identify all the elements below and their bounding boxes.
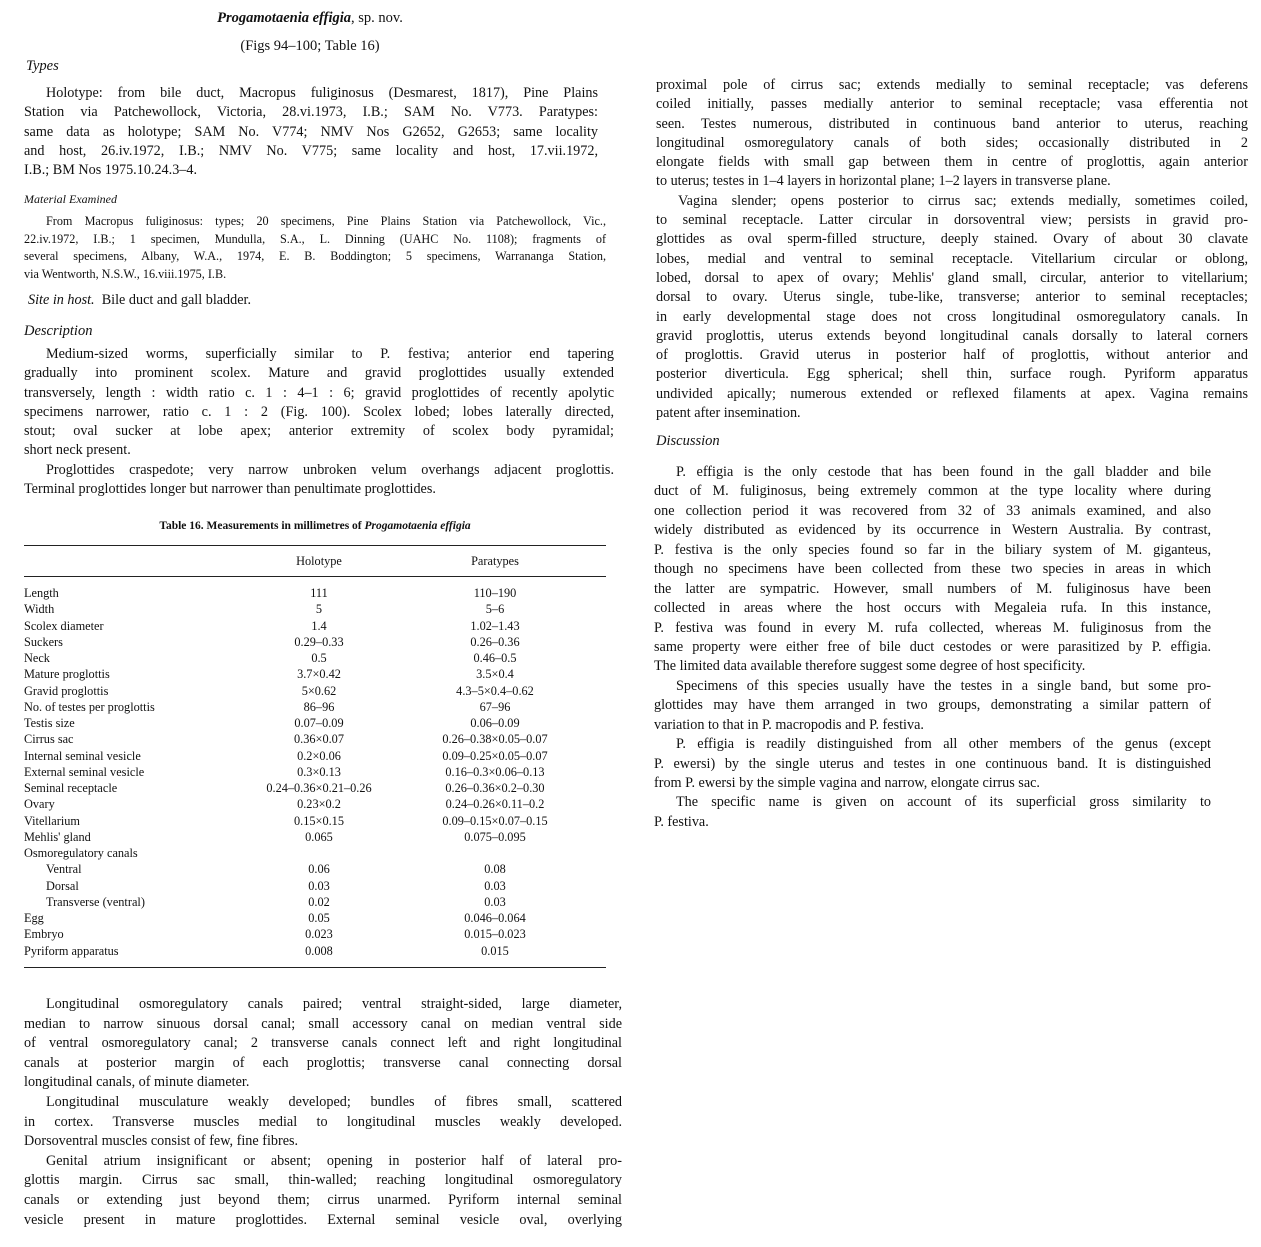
table-row	[24, 894, 606, 910]
cell-paratypes: 0.24–0.26×0.11–0.2	[445, 797, 545, 812]
cell-label: Mature proglottis	[24, 667, 110, 682]
text-line: P. effigia is readily distinguished from all other members of the genus (except	[676, 736, 1211, 753]
cell-paratypes: 0.015–0.023	[464, 927, 526, 942]
text-line: transversely, length : width ratio c. 1 : 4–1 : 6; gravid proglottides of recently apolytic	[24, 384, 614, 401]
text-line: via Wentworth, N.S.W., 16.viii.1975, I.B.	[24, 266, 227, 281]
cell-paratypes: 3.5×0.4	[476, 667, 514, 682]
text-line: seen. Testes numerous, distributed in continuous band anterior to uterus, reaching	[656, 115, 1248, 132]
table-caption-text: Table 16. Measurements in millimetres of	[159, 520, 365, 532]
cell-paratypes: 0.075–0.095	[464, 829, 526, 844]
cell-paratypes: 67–96	[479, 699, 511, 714]
text-line: P. festiva.	[654, 813, 709, 830]
cell-paratypes: 0.03	[484, 878, 506, 893]
cell-holotype	[254, 845, 384, 861]
description-paragraph	[24, 345, 614, 499]
cell-paratypes: 0.09–0.15×0.07–0.15	[442, 813, 548, 828]
text-line: longitudinal canals, of minute diameter.	[24, 1074, 250, 1091]
text-line: from P. ewersi by the simple vagina and narrow, elongate cirrus sac.	[654, 775, 1040, 791]
cell-holotype: 5	[315, 602, 323, 617]
text-line: same property were either free of bile duct cestodes or were parasitized by P. effigia.	[654, 638, 1211, 655]
cell-paratypes: 0.015	[481, 943, 509, 958]
text-line: Longitudinal musculature weakly developed; bundles of fibres small, scattered	[46, 1093, 622, 1110]
table-row	[24, 618, 606, 634]
text-line: in cortex. Transverse muscles medial to longitudinal muscles weakly developed.	[24, 1113, 622, 1130]
text-line: Station via Patchewollock, Victoria, 28.vi.1973, I.B.; SAM No. V773. Paratypes:	[24, 104, 598, 121]
text-line: canals at posterior margin of each proglottis; transverse canal connecting dorsal	[24, 1054, 622, 1071]
table-header-row	[24, 546, 606, 577]
table-row	[24, 748, 606, 764]
cell-label: Ventral	[46, 862, 82, 877]
cell-label: Embryo	[24, 927, 64, 942]
table-row	[24, 683, 606, 699]
cell-paratypes: 0.03	[484, 894, 506, 909]
text-line: duct of M. fuliginosus, being extremely common at the type locality where during	[654, 483, 1211, 500]
holotype-paragraph	[24, 84, 598, 180]
table-header-paratypes: Paratypes	[471, 553, 519, 568]
measurements-table	[24, 545, 606, 968]
text-line: and host, 26.iv.1972, I.B.; NMV No. V775; same locality and host, 17.vii.1972,	[24, 142, 598, 159]
table-row	[24, 715, 606, 731]
table-row	[24, 731, 606, 747]
site-in-host	[28, 292, 251, 309]
species-name: Progamotaenia effigia	[217, 10, 352, 26]
table-row	[24, 926, 606, 942]
text-line: gradually into prominent scolex. Mature and gravid proglottides usually extended	[24, 365, 614, 382]
table-caption-species: Progamotaenia effigia	[364, 520, 471, 532]
cell-holotype: 0.36×0.07	[294, 732, 344, 747]
cell-paratypes	[384, 845, 606, 861]
text-line: short neck present.	[24, 442, 131, 459]
cell-holotype: 0.02	[308, 894, 330, 909]
text-line: Proglottides craspedote; very narrow unbroken velum overhangs adjacent proglottis.	[46, 461, 614, 478]
text-line: Specimens of this species usually have the testes in a single band, but some pro-	[676, 677, 1211, 694]
text-line: P. festiva is the only species found so far in the biliary system of M. giganteus,	[654, 541, 1211, 558]
table-row	[24, 878, 606, 894]
cell-holotype: 111	[310, 586, 328, 600]
description-heading: Description	[24, 323, 93, 339]
site-text: Bile duct and gall bladder.	[101, 292, 252, 308]
text-line: proximal pole of cirrus sac; extends medially to seminal receptacle; vas deferens	[656, 77, 1248, 93]
table-row	[24, 829, 606, 845]
text-line: patent after insemination.	[656, 405, 801, 422]
cell-paratypes: 4.3–5×0.4–0.62	[456, 683, 534, 698]
text-line: stout; oval sucker at lobe apex; anterior extremity of scolex body pyramidal;	[24, 423, 614, 440]
text-line: to seminal receptacle. Latter circular in dorsoventral view; persists in gravid pro-	[656, 212, 1248, 229]
figure-reference: (Figs 94–100; Table 16)	[240, 38, 380, 54]
table-row	[24, 943, 606, 968]
text-line: variation to that in P. macropodis and P. festiva.	[654, 716, 924, 733]
cell-label: Testis size	[24, 716, 75, 730]
cell-holotype: 0.3×0.13	[297, 764, 341, 779]
table-row	[24, 780, 606, 796]
cell-paratypes: 5–6	[485, 602, 505, 617]
cell-holotype: 1.4	[311, 618, 327, 633]
text-line: vesicle present in mature proglottides. External seminal vesicle oval, overlying	[24, 1211, 622, 1228]
text-line: though no specimens have been collected from these two species in areas in which	[654, 561, 1211, 578]
text-line: coiled initially, passes medially anterior to seminal receptacle; vasa efferentia not	[656, 96, 1248, 113]
cell-label: Dorsal	[46, 878, 79, 893]
text-line: glottides as oval sperm-filled structure, deeply stained. Ovary of about 30 clavate	[656, 231, 1248, 248]
cell-label: Transverse (ventral)	[46, 894, 145, 909]
text-line: The specific name is given on account of its superficial gross similarity to	[676, 794, 1211, 811]
text-line: longitudinal osmoregulatory canals of both sides; occasionally distributed in 2	[656, 134, 1248, 151]
text-line: collected in areas where the host occurs with Megaleia rufa. In this instance,	[654, 600, 1211, 617]
text-line: Medium-sized worms, superficially similar to P. festiva; anterior end tapering	[46, 346, 614, 362]
text-line: same data as holotype; SAM No. V774; NMV Nos G2652, G2653; same locality	[24, 123, 598, 140]
table-caption	[24, 520, 606, 532]
text-line: From Macropus fuliginosus: types; 20 specimens, Pine Plains Station via Patchewollock, Vic.,	[46, 214, 606, 228]
anatomy-continuation-paragraph	[24, 995, 622, 1230]
cell-paratypes: 1.02–1.43	[470, 618, 520, 633]
cell-holotype: 0.29–0.33	[294, 634, 344, 649]
cell-paratypes: 0.09–0.25×0.05–0.07	[442, 748, 548, 763]
cell-paratypes: 0.26–0.36	[470, 634, 520, 649]
cell-label: Seminal receptacle	[24, 781, 118, 795]
text-line: posterior diverticula. Egg spherical; shell thin, surface rough. Pyriform apparatus	[656, 366, 1248, 383]
discussion-paragraph	[654, 463, 1211, 832]
text-line: Genital atrium insignificant or absent; opening in posterior half of lateral pro-	[46, 1152, 622, 1169]
text-line: glottides may have them arranged in two groups, demonstrating a similar pattern of	[654, 697, 1211, 714]
table-row	[24, 577, 606, 602]
cell-label: Scolex diameter	[24, 618, 104, 633]
table-row	[24, 764, 606, 780]
cell-label: Pyriform apparatus	[24, 943, 119, 958]
cell-label: Cirrus sac	[24, 732, 74, 747]
table-row	[24, 861, 606, 877]
table-header-label	[24, 546, 254, 577]
cell-label: Osmoregulatory canals	[24, 846, 138, 860]
text-line: of ventral osmoregulatory canal; 2 transverse canals connect left and right longitudinal	[24, 1035, 622, 1052]
title-suffix: , sp. nov.	[351, 10, 403, 26]
cell-paratypes: 0.06–0.09	[470, 716, 520, 730]
cell-holotype: 0.065	[305, 829, 333, 844]
table-header-holotype: Holotype	[296, 553, 342, 568]
cell-holotype: 0.24–0.36×0.21–0.26	[266, 781, 372, 795]
table-row	[24, 650, 606, 666]
text-line: several specimens, Albany, W.A., 1974, E. B. Boddington; 5 specimens, Warrananga Station,	[24, 249, 606, 263]
text-line: glottis margin. Cirrus sac small, thin-walled; reaching longitudinal osmoregulatory	[24, 1172, 622, 1189]
text-line: lobed, dorsal to apex of ovary; Mehlis' gland small, circular, anterior to vitellarium;	[656, 269, 1248, 286]
cell-label: Length	[24, 586, 59, 600]
cell-holotype: 0.03	[308, 878, 330, 893]
cell-label: Internal seminal vesicle	[24, 748, 141, 763]
text-line: the latter are sympatric. However, small numbers of M. fuliginosus have been	[654, 580, 1211, 597]
text-line: Holotype: from bile duct, Macropus fuliginosus (Desmarest, 1817), Pine Plains	[46, 85, 598, 101]
text-line: widely distributed as evidenced by its occurrence in Western Australia. By contrast,	[654, 522, 1211, 539]
text-line: Longitudinal osmoregulatory canals paired; ventral straight-sided, large diameter,	[46, 996, 622, 1012]
cell-paratypes: 110–190	[473, 586, 517, 600]
cell-label: Egg	[24, 911, 44, 925]
cell-paratypes: 0.26–0.36×0.2–0.30	[445, 781, 545, 795]
cell-holotype: 0.06	[308, 862, 330, 877]
cell-paratypes: 0.16–0.3×0.06–0.13	[445, 764, 545, 779]
cell-holotype: 0.023	[305, 927, 333, 942]
cell-holotype: 0.15×0.15	[294, 813, 344, 828]
text-line: The limited data available therefore suggest some degree of host specificity.	[654, 658, 1086, 675]
cell-holotype: 0.23×0.2	[297, 797, 341, 812]
text-line: Dorsoventral muscles consist of few, fine fibres.	[24, 1133, 299, 1150]
text-line: P. effigia is the only cestode that has been found in the gall bladder and bile	[676, 464, 1211, 480]
text-line: Vagina slender; opens posterior to cirrus sac; extends medially, sometimes coiled,	[678, 192, 1248, 209]
material-heading: Material Examined	[24, 192, 117, 206]
discussion-heading: Discussion	[656, 433, 720, 449]
site-label: Site in host.	[28, 292, 95, 308]
cell-label: Width	[24, 602, 55, 617]
text-line: undivided apically; numerous extended or reflexed filaments at apex. Vagina remains	[656, 385, 1248, 402]
cell-holotype: 0.5	[311, 651, 327, 665]
cell-holotype: 0.07–0.09	[294, 716, 344, 730]
text-line: one collection period it was recovered from 32 of 33 animals examined, and also	[654, 502, 1211, 519]
cell-label: Mehlis' gland	[24, 829, 91, 844]
cell-paratypes: 0.046–0.064	[464, 911, 526, 925]
cell-holotype: 0.05	[308, 911, 330, 925]
text-line: elongate fields with small gap between them in centre of proglottis, again anterior	[656, 154, 1248, 171]
text-line: 22.iv.1972, I.B.; 1 specimen, Mundulla, S.A., L. Dinning (UAHC No. 1108); fragments of	[24, 231, 606, 246]
text-line: specimens narrower, ratio c. 1 : 2 (Fig. 100). Scolex lobed; lobes laterally directed,	[24, 403, 614, 420]
text-line: P. festiva was found in every M. rufa collected, whereas M. fuliginosus from the	[654, 619, 1211, 636]
cell-label: No. of testes per proglottis	[24, 699, 155, 714]
cell-holotype: 5×0.62	[301, 683, 337, 698]
table-row	[24, 910, 606, 926]
cell-label: Neck	[24, 651, 50, 665]
anatomy-paragraph-right	[656, 76, 1248, 423]
cell-label: Ovary	[24, 797, 55, 812]
text-line: Terminal proglottides longer but narrower than penultimate proglottides.	[24, 481, 436, 498]
types-heading: Types	[26, 58, 59, 74]
table-row	[24, 813, 606, 829]
text-line: I.B.; BM Nos 1975.10.24.3–4.	[24, 162, 198, 179]
cell-label: Suckers	[24, 634, 63, 649]
text-line: dorsal to ovary. Uterus single, tube-like, transverse; anterior to seminal receptacles;	[656, 289, 1248, 306]
cell-paratypes: 0.26–0.38×0.05–0.07	[442, 732, 548, 747]
text-line: gravid proglottis, uterus extends beyond longitudinal canals dorsally to lateral corners	[656, 327, 1248, 344]
text-line: median to narrow sinuous dorsal canal; small accessory canal on median ventral side	[24, 1015, 622, 1032]
text-line: in early developmental stage does not cross longitudinal osmoregulatory canals. In	[656, 308, 1248, 325]
text-line: canals or extending just beyond them; cirrus unarmed. Pyriform internal seminal	[24, 1191, 622, 1208]
cell-holotype: 3.7×0.42	[297, 667, 341, 682]
text-line: to uterus; testes in 1–4 layers in horizontal plane; 1–2 layers in transverse plane.	[656, 173, 1111, 190]
table-row	[24, 634, 606, 650]
article-title	[0, 10, 620, 27]
table-row	[24, 601, 606, 617]
material-paragraph	[24, 213, 606, 283]
table-row	[24, 699, 606, 715]
cell-paratypes: 0.08	[484, 862, 506, 877]
cell-label: Gravid proglottis	[24, 683, 109, 698]
cell-holotype: 0.008	[305, 943, 333, 958]
cell-label: External seminal vesicle	[24, 764, 145, 779]
text-line: of proglottis. Gravid uterus in posterior half of proglottis, without anterior and	[656, 347, 1248, 364]
table-row	[24, 845, 606, 861]
cell-paratypes: 0.46–0.5	[473, 651, 517, 665]
text-line: lobes, medial and ventral to seminal receptacle. Vitellarium circular or oblong,	[656, 250, 1248, 267]
cell-holotype: 86–96	[303, 699, 335, 714]
text-line: P. ewersi) by the single uterus and testes in one continuous band. It is distinguished	[654, 755, 1211, 772]
table-row	[24, 666, 606, 682]
cell-holotype: 0.2×0.06	[297, 748, 341, 763]
cell-label: Vitellarium	[24, 813, 80, 828]
table-row	[24, 796, 606, 812]
